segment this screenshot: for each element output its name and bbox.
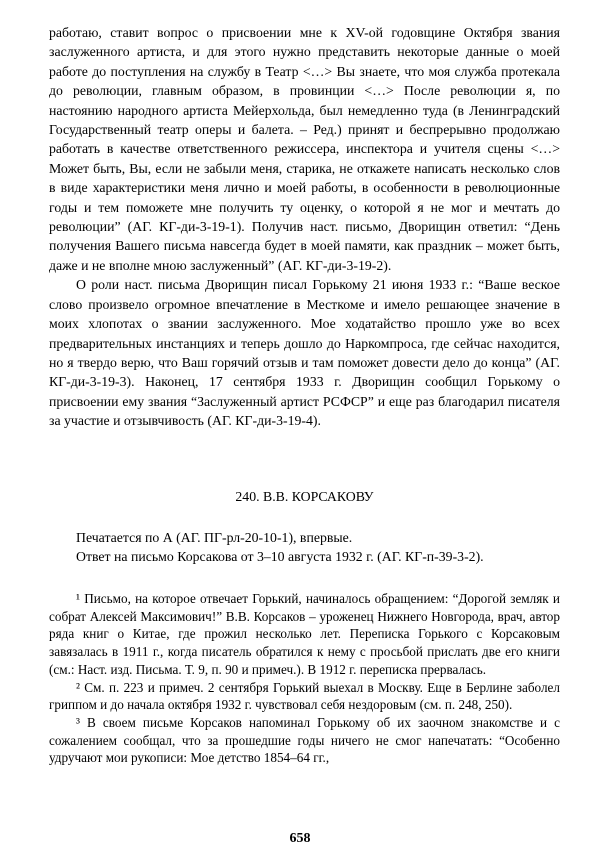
footnote: ³ В своем письме Корсаков напоминал Горькому об их заочном знакомстве и с сожалением сообщал, что за прошедшие годы ничего не смог напечатать: “Особенно удручают мои рукописи: Мое детство 1854–64 гг., [49, 714, 560, 766]
footnote: ² См. п. 223 и примеч. 2 сентября Горький выехал в Москву. Еще в Берлине заболел гриппом и до начала октября 1932 г. чувствовал себя нездоровым (см. п. 248, 250). [49, 679, 560, 713]
commentary-paragraph: О роли наст. письма Дворищин писал Горькому 21 июня 1933 г.: “Ваше веское слово произвело огромное впечатление в Месткоме и имело решающее значение в моих хлопотах о звании заслуженного. Мое ходатайство прошло уже во всех предварительных инстанциях и теперь дошло до Наркомпроса, где сейчас находится, но я твердо верю, что Ваш горячий отзыв и там поможет довести дело до конца” (АГ. КГ-ди-3-19-3). Наконец, 17 сентября 1933 г. Дворищин сообщил Горькому о присвоении ему звания “Заслуженный артист РСФСР” и еще раз благодарил писателя за участие и отзывчивость (АГ. КГ-ди-3-19-4). [49, 277, 560, 429]
footnote: ¹ Письмо, на которое отвечает Горький, начиналось обращением: “Дорогой земляк и собрат Алексей Максимович!” В.В. Корсаков – уроженец Нижнего Новгорода, врач, автор ряда книг о Китае, где прожил несколько лет. Переписка Горького с Корсаковым завязалась в 1911 г., когда писатель обратился к нему с просьбой прислать две его книги (см.: Наст. изд. Письма. Т. 9, п. 90 и примеч.). В 1912 г. переписка прервалась. [49, 591, 560, 677]
publication-reply-info: Ответ на письмо Корсакова от 3–10 августа 1932 г. (АГ. КГ-п-39-3-2). [76, 549, 484, 565]
commentary-paragraph: работаю, ставит вопрос о присвоении мне к XV-ой годовщине Октября звания заслуженного артиста, и для этого нужно представить некоторые данные о моей работе до поступления на службу в Театр <…> Вы знаете, что моя служба протекала до революции, главным образом, в провинции <…> После революции я, по настоянию народного артиста Мейерхольда, был немедленно туда (в Ленинградский Государственный театр оперы и балета. – Ред.) принят и беспрерывно продолжаю работать в качестве ответственного режиссера, инспектора и учителя сцены <…> Может быть, Вы, если не забыли меня, старика, не откажете написать несколько слов в виде характеристики меня лично и моей работы, в особенности в революционные годы и тем поможете мне получить ту оценку, о которой я не мог и мечтать до революции” (АГ. КГ-ди-3-19-1). Получив наст. письмо, Дворищин ответил: “День получения Вашего письма навсегда будет в моей памяти, как праздник – может быть, даже и не вполне мною заслуженный” (АГ. КГ-ди-3-19-2). [49, 25, 560, 273]
footnotes [49, 590, 560, 767]
publication-note [76, 528, 560, 567]
publication-source: Печатается по А (АГ. ПГ-рл-20-10-1), впервые. [76, 530, 353, 545]
letter-commentary [49, 23, 560, 431]
page-number: 658 [289, 831, 311, 846]
section-heading: 240. В.В. КОРСАКОВУ [235, 489, 374, 504]
